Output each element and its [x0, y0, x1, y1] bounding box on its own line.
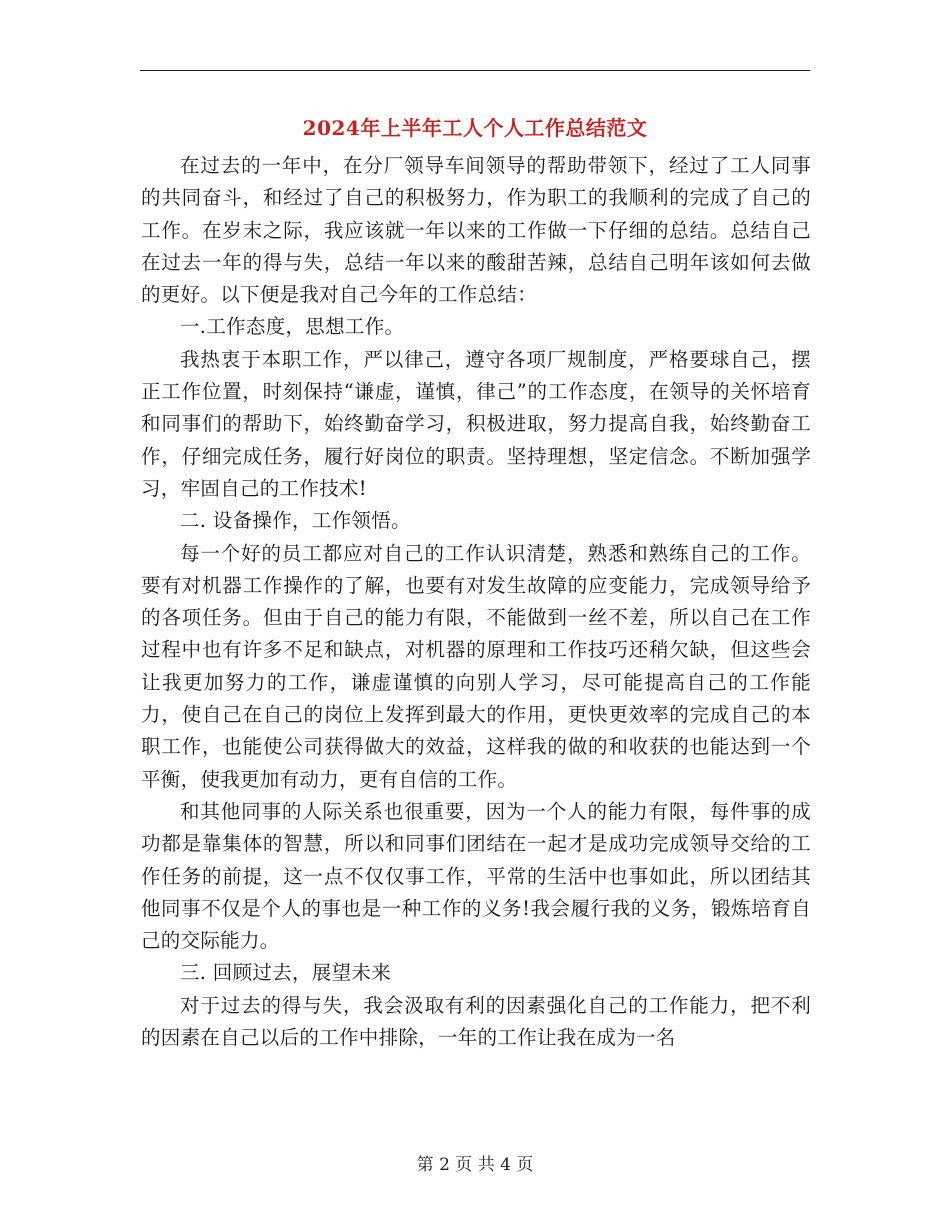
- paragraph-section-1: 我热衷于本职工作，严以律己，遵守各项厂规制度，严格要球自己，摆正工作位置，时刻保持“谦虚，谨慎，律己”的工作态度，在领导的关怀培育和同事们的帮助下，始终勤奋学习，积极进取，努力提高自我，始终勤奋工作，仔细完成任务，履行好岗位的职责。坚持理想，坚定信念。不断加强学习，牢固自己的工作技术!: [141, 347, 811, 500]
- paragraph-intro: 在过去的一年中，在分厂领导车间领导的帮助带领下，经过了工人同事的共同奋斗，和经过了自己的积极努力，作为职工的我顺利的完成了自己的工作。在岁末之际，我应该就一年以来的工作做一下仔细的总结。总结自己在过去一年的得与失，总结一年以来的酸甜苦辣，总结自己明年该如何去做的更好。以下便是我对自己今年的工作总结：: [141, 154, 811, 307]
- document-body: [141, 150, 811, 1054]
- section-heading-3: 三. 回顾过去，展望未来: [180, 961, 391, 985]
- section-heading-1: 一.工作态度，思想工作。: [180, 315, 405, 339]
- paragraph-section-2a: 每一个好的员工都应对自己的工作认识清楚，熟悉和熟练自己的工作。要有对机器工作操作的了解，也要有对发生故障的应变能力，完成领导给予的各项任务。但由于自己的能力有限，不能做到一丝不差，所以自己在工作过程中也有许多不足和缺点，对机器的原理和工作技巧还稍欠缺，但这些会让我更加努力的工作，谦虚谨慎的向别人学习，尽可能提高自己的工作能力，使自己在自己的岗位上发挥到最大的作用，更快更效率的完成自己的本职工作，也能使公司获得做大的效益，这样我的做的和收获的也能达到一个平衡，使我更加有动力，更有自信的工作。: [141, 541, 811, 791]
- header-rule: [140, 70, 810, 71]
- paragraph-section-3: 对于过去的得与失，我会汲取有利的因素强化自己的工作能力，把不利的因素在自己以后的工作中排除，一年的工作让我在成为一名: [141, 993, 811, 1050]
- section-heading-2: 二. 设备操作，工作领悟。: [180, 509, 411, 533]
- paragraph-section-2b: 和其他同事的人际关系也很重要，因为一个人的能力有限，每件事的成功都是靠集体的智慧，所以和同事们团结在一起才是成功完成领导交给的工作任务的前提，这一点不仅仅事工作，平常的生活中也事如此，所以团结其他同事不仅是个人的事也是一种工作的义务!我会履行我的义务，锻炼培育自己的交际能力。: [141, 799, 811, 953]
- page-number-footer: 第 2 页 共 4 页: [416, 1155, 534, 1175]
- document-title: 2024年上半年工人个人工作总结范文: [302, 116, 648, 140]
